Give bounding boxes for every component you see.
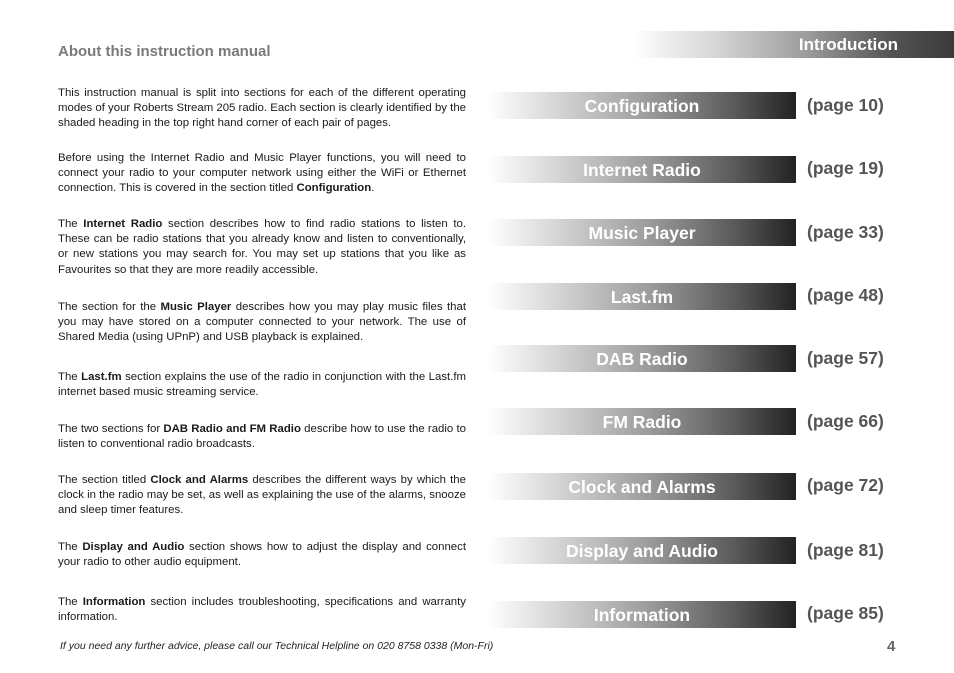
section-bar-clock-alarms [488,473,796,500]
page-ref-configuration: (page 10) [807,95,884,115]
helpline-note: If you need any further advice, please call our Technical Helpline on 020 8758 0338 (Mon-Fri) [60,640,494,652]
section-label: Display and Audio [565,541,718,561]
paragraph-dab-fm: The two sections for DAB Radio and FM Radio describe how to use the radio to listen to conventional radio broadcasts. [58,423,466,451]
paragraph-intro: This instruction manual is split into sections for each of the different operating modes of your Roberts Stream 205 radio. Each section is clearly identified by the shaded heading in the top right hand corner of each pair of pages. [58,87,466,130]
section-bar-fm-radio [488,408,796,435]
paragraph-display-audio: The Display and Audio section shows how to adjust the display and connect your radio to other audio equipment. [58,541,466,569]
paragraph-clock-alarms: The section titled Clock and Alarms describes the different ways by which the clock in the radio may be set, as well as explaining the use of the alarms, snooze and sleep timer features. [58,474,466,517]
section-label: Internet Radio [583,160,701,180]
section-bar-information [488,601,796,628]
section-label: Information [593,605,691,625]
paragraph-lastfm: The Last.fm section explains the use of the radio in conjunction with the Last.fm internet based music streaming service. [58,371,466,399]
section-label: FM Radio [602,412,682,432]
section-label: Configuration [584,96,700,116]
section-tag-bar [632,31,954,58]
page-ref-music-player: (page 33) [807,222,884,242]
section-bar-internet-radio [488,156,796,183]
page-number: 4 [887,638,896,655]
page-ref-internet-radio: (page 19) [807,158,884,178]
page-title: About this instruction manual [58,43,271,60]
section-bar-configuration [488,92,796,119]
section-label: Music Player [588,223,696,243]
section-label: Clock and Alarms [568,477,716,497]
section-bar-dab-radio [488,345,796,372]
paragraph-internet-radio: The Internet Radio section describes how to find radio stations to listen to. These can be radio stations that you already know and listen to conventionally, or new stations you may search for. You may set up stations that you like as Favourites so that they are more readily accessible. [58,218,466,276]
page-ref-display-audio: (page 81) [807,540,884,560]
section-bar-display-audio [488,537,796,564]
page-ref-dab-radio: (page 57) [807,348,884,368]
section-bar-music-player [488,219,796,246]
section-label: Last.fm [610,287,674,307]
page-ref-fm-radio: (page 66) [807,411,884,431]
section-tag-label: Introduction [798,35,898,54]
page-ref-information: (page 85) [807,603,884,623]
page-ref-lastfm: (page 48) [807,285,884,305]
paragraph-information: The Information section includes troubleshooting, specifications and warranty information. [58,596,466,624]
section-bar-lastfm [488,283,796,310]
section-label: DAB Radio [596,349,688,369]
page-ref-clock-alarms: (page 72) [807,475,884,495]
paragraph-configuration: Before using the Internet Radio and Music Player functions, you will need to connect your radio to your computer network using either the WiFi or Ethernet connection. This is covered in the section titled Configuration. [58,152,466,195]
paragraph-music-player: The section for the Music Player describes how you may play music files that you may have stored on a computer connected to your network. The use of Shared Media (using UPnP) and USB playback is explained. [58,301,466,344]
